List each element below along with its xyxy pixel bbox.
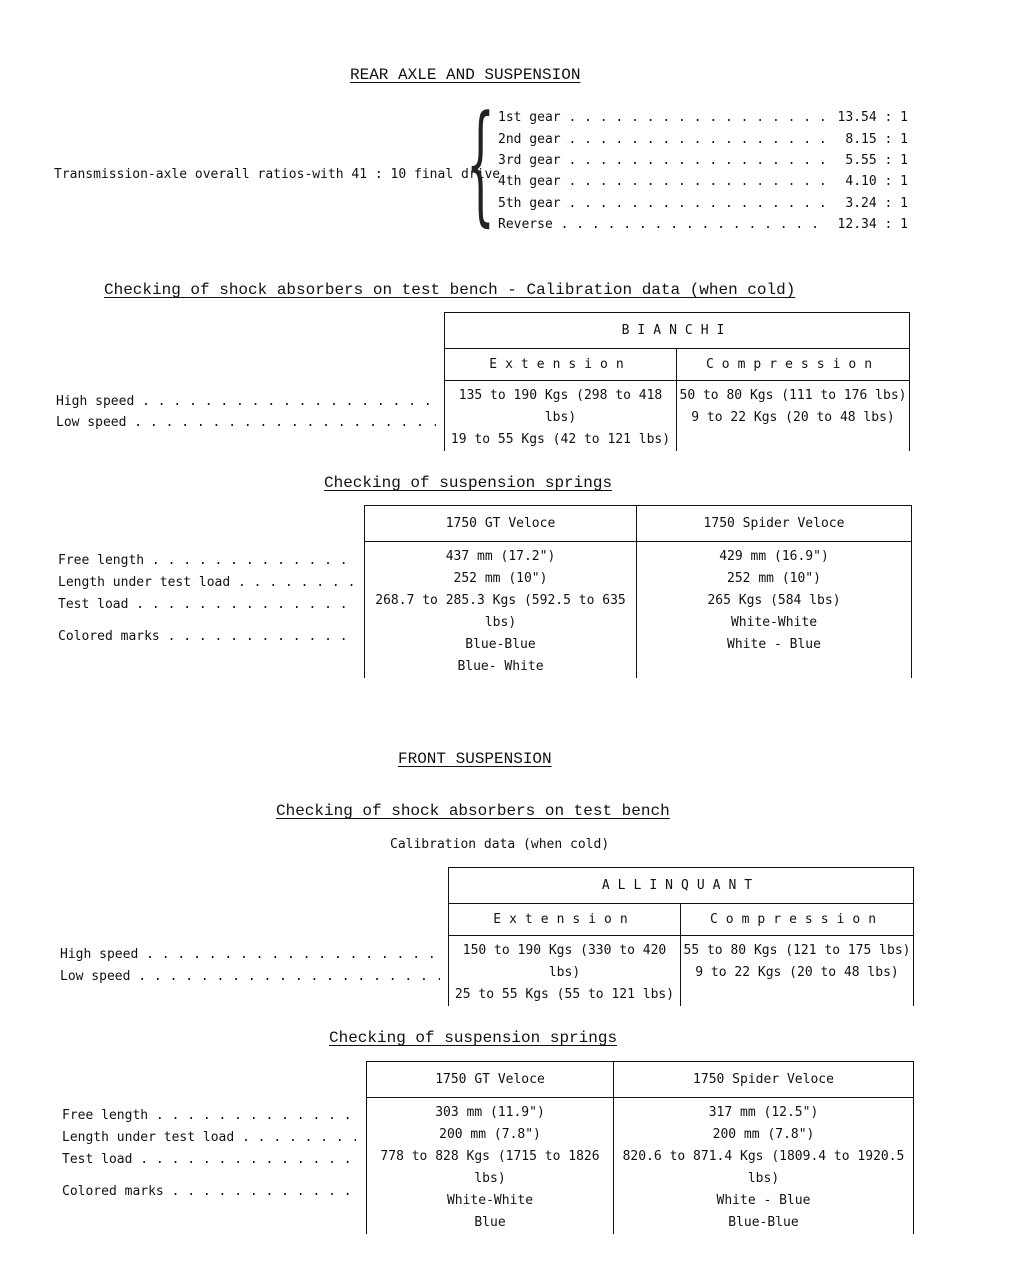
cell-value: 25 to 55 Kgs (55 to 121 lbs) xyxy=(454,987,675,1002)
cell-value: 268.7 to 285.3 Kgs (592.5 to 635 lbs) xyxy=(375,593,626,630)
cell-value: 317 mm (12.5") xyxy=(708,1105,819,1120)
gt-values xyxy=(367,1098,614,1235)
gear-name: 2nd gear . . . xyxy=(498,132,828,147)
rear-section-title: REAR AXLE AND SUSPENSION xyxy=(350,66,581,84)
gear-name: 4th gear . . . xyxy=(498,174,828,189)
cell-value: 9 to 22 Kgs (20 to 48 lbs) xyxy=(691,410,895,425)
shock-brand: BIANCHI xyxy=(445,313,910,349)
row-label: Test load . . . xyxy=(58,597,354,612)
row-label: Colored marks . . . xyxy=(62,1184,356,1199)
gt-values xyxy=(365,542,637,679)
row-label: Low speed . . . xyxy=(60,969,440,984)
extension-header: Extension xyxy=(449,904,681,936)
col-gt-header: 1750 GT Veloce xyxy=(365,506,637,542)
front-springs-table xyxy=(366,1061,914,1234)
extension-header: Extension xyxy=(445,349,677,381)
row-label: Length under test load . . . xyxy=(58,575,354,590)
cell-value: White-White xyxy=(730,615,818,630)
spider-values xyxy=(614,1098,914,1235)
col-gt-header: 1750 GT Veloce xyxy=(367,1062,614,1098)
gear-ratio: 4.10 : 1 xyxy=(845,174,908,189)
curly-brace: { xyxy=(466,87,495,239)
compression-values xyxy=(681,936,914,1007)
extension-values xyxy=(449,936,681,1007)
front-springs-title: Checking of suspension springs xyxy=(329,1029,618,1047)
rear-springs-table xyxy=(364,505,912,678)
cell-value: 150 to 190 Kgs (330 to 420 lbs) xyxy=(462,943,667,980)
cell-value: 429 mm (16.9") xyxy=(719,549,829,564)
ratios-label: Transmission-axle overall ratios-with 41 : 10 final drive xyxy=(54,167,501,182)
cell-value: 778 to 828 Kgs (1715 to 1826 lbs) xyxy=(380,1149,600,1186)
row-label: Test load . . . xyxy=(62,1152,356,1167)
col-spider-header: 1750 Spider Veloce xyxy=(637,506,912,542)
cell-value: 200 mm (7.8") xyxy=(439,1127,541,1142)
spider-values xyxy=(637,542,912,679)
calibration-note: Calibration data (when cold) xyxy=(390,837,610,852)
cell-value: 265 Kgs (584 lbs) xyxy=(707,593,841,608)
gear-ratio: 3.24 : 1 xyxy=(845,196,908,211)
cell-value: 200 mm (7.8") xyxy=(712,1127,815,1142)
cell-value: Blue-Blue xyxy=(728,1215,799,1230)
gear-name: 3rd gear . . . xyxy=(498,153,828,168)
front-shock-title: Checking of shock absorbers on test bench xyxy=(276,802,670,820)
gear-name: Reverse . . . xyxy=(498,217,828,232)
compression-values xyxy=(677,381,910,452)
cell-value: Blue-Blue xyxy=(465,637,536,652)
compression-header: Compression xyxy=(681,904,914,936)
cell-value: 820.6 to 871.4 Kgs (1809.4 to 1920.5 lbs) xyxy=(622,1149,905,1186)
rear-springs-title: Checking of suspension springs xyxy=(324,474,613,492)
rear-shock-table xyxy=(444,312,910,451)
cell-value: 135 to 190 Kgs (298 to 418 lbs) xyxy=(458,388,663,425)
cell-value: Blue xyxy=(474,1215,506,1230)
shock-brand: ALLINQUANT xyxy=(449,868,914,904)
cell-value: 303 mm (11.9") xyxy=(435,1105,545,1120)
extension-values xyxy=(445,381,677,452)
cell-value: White-White xyxy=(446,1193,534,1208)
cell-value: 19 to 55 Kgs (42 to 121 lbs) xyxy=(450,432,671,447)
cell-value: 50 to 80 Kgs (111 to 176 lbs) xyxy=(679,388,907,403)
row-label: Length under test load . . . xyxy=(62,1130,356,1145)
row-label: Free length . . . xyxy=(58,553,354,568)
row-label: High speed . . . xyxy=(60,947,440,962)
gear-name: 1st gear . . . xyxy=(498,110,828,125)
cell-value: Blue- White xyxy=(457,659,544,674)
rear-shock-title: Checking of shock absorbers on test bench - Calibration data (when cold) xyxy=(104,281,796,299)
cell-value: 437 mm (17.2") xyxy=(445,549,556,564)
front-shock-table xyxy=(448,867,914,1006)
row-label: Free length . . . xyxy=(62,1108,356,1123)
front-section-title: FRONT SUSPENSION xyxy=(398,750,552,768)
cell-value: 252 mm (10") xyxy=(453,571,548,586)
cell-value: White - Blue xyxy=(727,637,821,652)
col-spider-header: 1750 Spider Veloce xyxy=(614,1062,914,1098)
row-label: Colored marks . . . xyxy=(58,629,354,644)
row-label: High speed . . . xyxy=(56,394,436,409)
cell-value: White - Blue xyxy=(716,1193,811,1208)
gear-ratio: 13.54 : 1 xyxy=(837,110,908,125)
gear-ratio: 8.15 : 1 xyxy=(845,132,908,147)
cell-value: 252 mm (10") xyxy=(727,571,821,586)
cell-value: 55 to 80 Kgs (121 to 175 lbs) xyxy=(683,943,911,958)
row-label: Low speed . . . xyxy=(56,415,436,430)
gear-ratio: 12.34 : 1 xyxy=(837,217,908,232)
cell-value: 9 to 22 Kgs (20 to 48 lbs) xyxy=(695,965,899,980)
gear-name: 5th gear . . . xyxy=(498,196,828,211)
gear-ratio: 5.55 : 1 xyxy=(845,153,908,168)
compression-header: Compression xyxy=(677,349,910,381)
